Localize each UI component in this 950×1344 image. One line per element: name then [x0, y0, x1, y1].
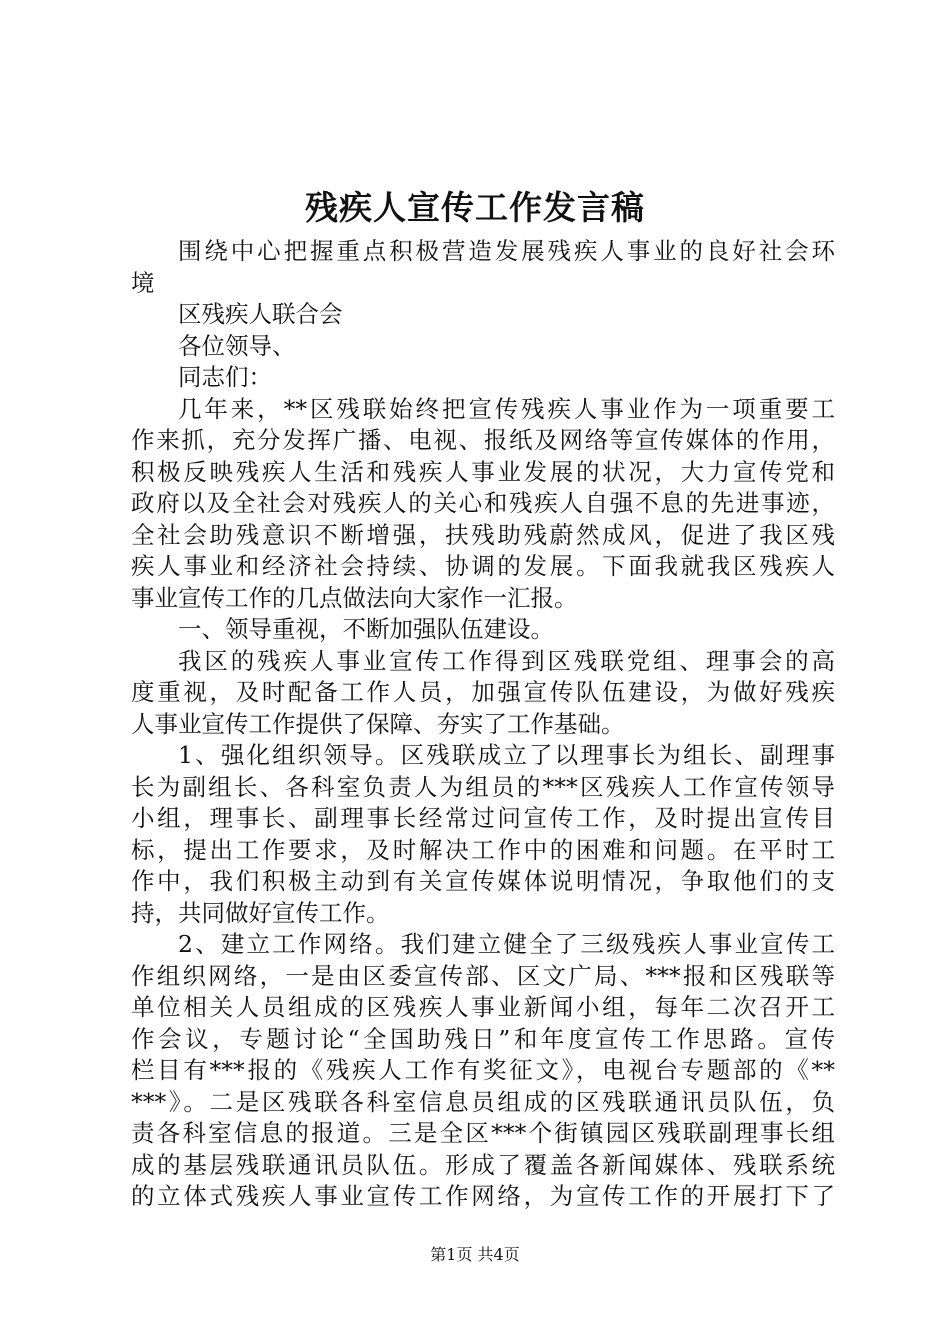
body-line: 疾人事业和经济社会持续、协调的发展。下面我就我区残疾人: [131, 552, 835, 580]
body-line: 各位领导、: [178, 331, 296, 360]
body-line: 政府以及全社会对残疾人的关心和残疾人自强不息的先进事迹，: [131, 489, 835, 517]
body-line: ***》。二是区残联各科室信息员组成的区残联通讯员队伍，负: [131, 1087, 835, 1116]
body-line: 的立体式残疾人事业宣传工作网络，为宣传工作的开展打下了: [131, 1182, 835, 1210]
body-line: 持，共同做好宣传工作。: [131, 898, 390, 927]
body-line: 积极反映残疾人生活和残疾人事业发展的状况，大力宣传党和: [131, 457, 835, 486]
body-line: 责各科室信息的报道。三是全区***个街镇园区残联副理事长组: [131, 1119, 835, 1147]
document-body: [131, 236, 835, 1213]
body-line: 同志们：: [178, 363, 272, 391]
body-line: 栏目有***报的《残疾人工作有奖征文》，电视台专题部的《**: [131, 1056, 835, 1084]
section-heading: 一、领导重视，不断加强队伍建设。: [178, 615, 554, 643]
body-line: 全社会助残意识不断增强，扶残助残蔚然成风，促进了我区残: [131, 520, 835, 549]
body-line: 几年来，**区残联始终把宣传残疾人事业作为一项重要工: [178, 394, 835, 423]
body-line: 区残疾人联合会: [178, 300, 343, 328]
body-line: 作来抓，充分发挥广播、电视、报纸及网络等宣传媒体的作用，: [131, 426, 835, 454]
body-line: 成的基层残联通讯员队伍。形成了覆盖各新闻媒体、残联系统: [131, 1150, 835, 1179]
body-line: 人事业宣传工作提供了保障、夯实了工作基础。: [131, 709, 625, 738]
body-line: 1、强化组织领导。区残联成立了以理事长为组长、副理事: [178, 741, 835, 769]
body-line: 标，提出工作要求，及时解决工作中的困难和问题。在平时工: [131, 835, 835, 864]
body-line: 2、建立工作网络。我们建立健全了三级残疾人事业宣传工: [178, 930, 835, 958]
body-line: 单位相关人员组成的区残疾人事业新闻小组，每年二次召开工: [131, 993, 835, 1021]
page-footer: 第1页 共4页: [430, 1245, 520, 1264]
body-line: 作中，我们积极主动到有关宣传媒体说明情况，争取他们的支: [131, 867, 835, 895]
body-line: 长为副组长、各科室负责人为组员的***区残疾人工作宣传领导: [131, 772, 835, 801]
document-title: 残疾人宣传工作发言稿: [305, 188, 645, 227]
body-line: 境: [131, 268, 155, 297]
body-line: 事业宣传工作的几点做法向大家作一汇报。: [131, 583, 578, 612]
body-line: 度重视，及时配备工作人员，加强宣传队伍建设，为做好残疾: [131, 678, 835, 706]
body-line: 围绕中心把握重点积极营造发展残疾人事业的良好社会环: [178, 237, 835, 265]
body-line: 作组织网络，一是由区委宣传部、区文广局、***报和区残联等: [131, 961, 835, 990]
body-line: 作会议，专题讨论“全国助残日”和年度宣传工作思路。宣传: [131, 1024, 835, 1053]
body-line: 小组，理事长、副理事长经常过问宣传工作，及时提出宣传目: [131, 804, 835, 832]
body-line: 我区的残疾人事业宣传工作得到区残联党组、理事会的高: [178, 646, 835, 675]
